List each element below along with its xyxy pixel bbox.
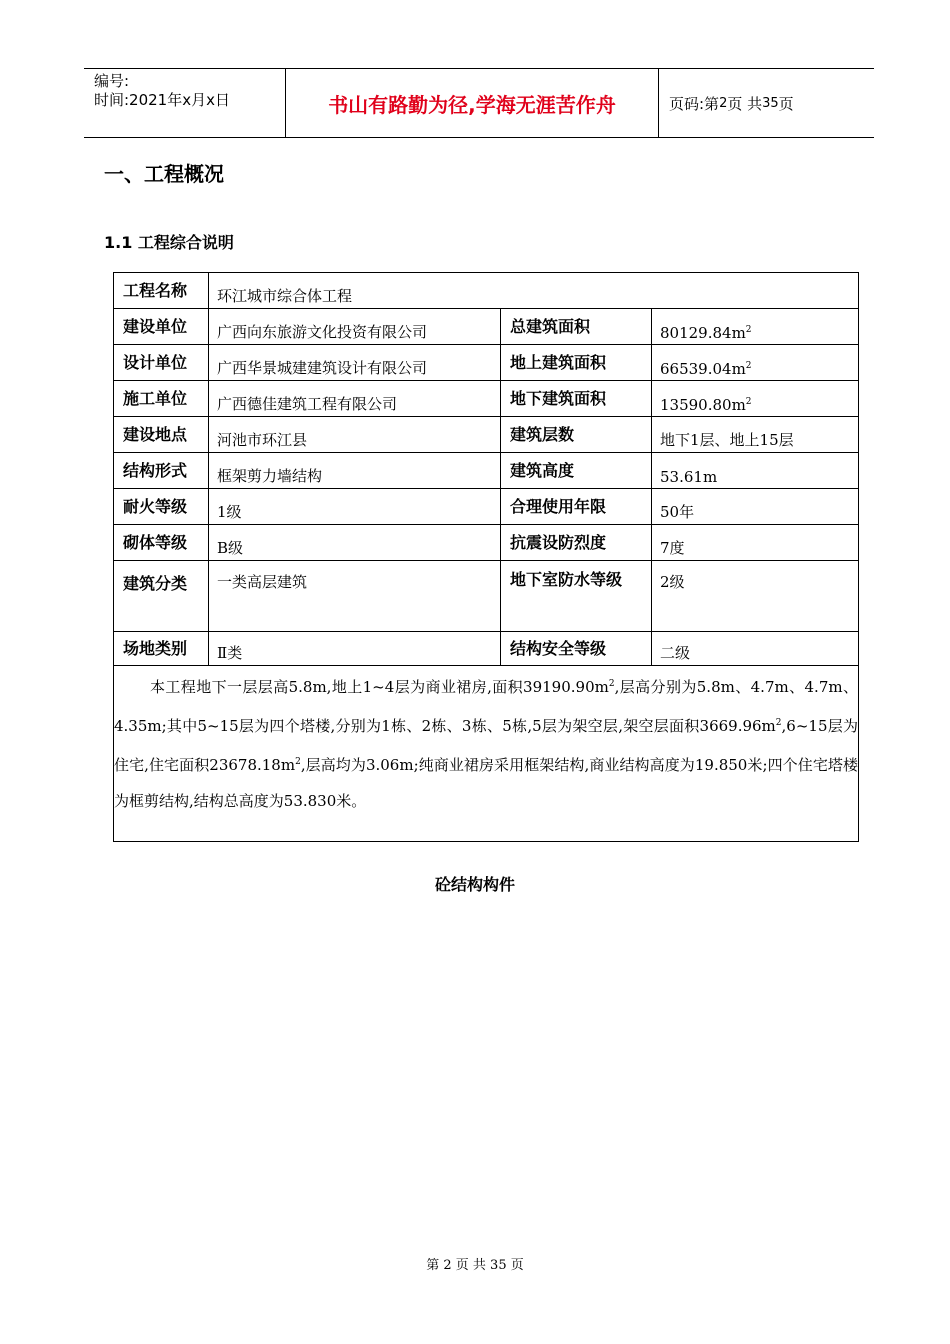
page-suffix: 页 (778, 94, 794, 113)
label-cell: 地下建筑面积 (501, 381, 652, 417)
page-header (84, 68, 874, 138)
value-cell: 7度 (652, 525, 859, 561)
label-cell: 合理使用年限 (501, 489, 652, 525)
superscript: 2 (745, 361, 752, 371)
label-cell: 建设地点 (114, 417, 209, 453)
value-cell: Ⅱ类 (209, 632, 501, 666)
superscript: 2 (745, 325, 752, 335)
section-title: 一、工程概况 (104, 162, 224, 186)
time-label: 时间:2021年x月x日 (94, 91, 230, 109)
table-row (114, 632, 859, 666)
value-cell: 地下1层、地上15层 (652, 417, 859, 453)
label-cell: 抗震设防烈度 (501, 525, 652, 561)
value-cell: 1级 (209, 489, 501, 525)
value-cell: 二级 (652, 632, 859, 666)
page-total: 35 (762, 95, 779, 111)
page-current: 2 (719, 95, 728, 111)
value-cell (652, 309, 859, 345)
table-row (114, 453, 859, 489)
page-footer: 第 2 页 共 35 页 (426, 1258, 524, 1273)
value-cell: 2级 (652, 561, 859, 632)
table-row (114, 309, 859, 345)
table-row (114, 345, 859, 381)
label-cell: 设计单位 (114, 345, 209, 381)
page-mid: 页 共 (727, 94, 763, 113)
value-cell: 河池市环江县 (209, 417, 501, 453)
label-cell: 结构安全等级 (501, 632, 652, 666)
superscript: 2 (745, 397, 752, 407)
value-cell (652, 381, 859, 417)
value-cell: 环江城市综合体工程 (209, 273, 859, 309)
description-paragraph (114, 666, 859, 842)
table-row (114, 666, 859, 842)
label-cell: 工程名称 (114, 273, 209, 309)
table-row (114, 561, 859, 632)
table-row (114, 273, 859, 309)
value-cell: 框架剪力墙结构 (209, 453, 501, 489)
value-text: 66539.04m (660, 360, 746, 378)
desc-part-1: 本工程地下一层层高5.8m,地上1~4层为商业裙房,面积39190.90m (150, 678, 609, 696)
table-row (114, 381, 859, 417)
value-cell: 53.61m (652, 453, 859, 489)
label-cell: 建筑分类 (114, 561, 209, 632)
label-cell: 砌体等级 (114, 525, 209, 561)
value-cell: 广西德佳建筑工程有限公司 (209, 381, 501, 417)
label-cell: 耐火等级 (114, 489, 209, 525)
header-page-info (659, 69, 874, 137)
table-row (114, 417, 859, 453)
value-cell (652, 345, 859, 381)
superscript: 2 (295, 757, 301, 767)
label-cell: 建设单位 (114, 309, 209, 345)
label-cell: 场地类别 (114, 632, 209, 666)
label-cell: 结构形式 (114, 453, 209, 489)
superscript: 2 (775, 718, 782, 728)
subsection-title: 1.1 工程综合说明 (104, 233, 234, 252)
label-cell: 建筑高度 (501, 453, 652, 489)
page-prefix: 页码:第 (669, 94, 720, 113)
value-cell: 50年 (652, 489, 859, 525)
label-cell: 地下室防水等级 (501, 561, 652, 632)
section-caption: 砼结构构件 (434, 875, 515, 894)
number-label: 编号: (94, 72, 130, 90)
value-text: 80129.84m (660, 324, 746, 342)
table-row (114, 489, 859, 525)
value-cell: B级 (209, 525, 501, 561)
desc-part-2: ,层高分别为5.8m、4.7m、4.7m、4.35m;其中5~15层为四个塔楼,分别为1栋、2栋、3栋、5栋,5层为架空层,架空层面积3669.96m (114, 678, 858, 735)
value-cell: 广西华景城建建筑设计有限公司 (209, 345, 501, 381)
label-cell: 总建筑面积 (501, 309, 652, 345)
table-row (114, 525, 859, 561)
desc-part-3: ,6~15层为住宅,住宅面积23678.18m (114, 717, 859, 774)
label-cell: 施工单位 (114, 381, 209, 417)
value-cell: 一类高层建筑 (209, 561, 501, 632)
label-cell: 地上建筑面积 (501, 345, 652, 381)
desc-part-4: ,层高均为3.06m;纯商业裙房采用框架结构,商业结构高度为19.850米;四个住宅塔楼为框剪结构,结构总高度为53.830米。 (114, 756, 858, 810)
project-info-table (113, 272, 859, 842)
header-meta (84, 69, 286, 137)
value-cell: 广西向东旅游文化投资有限公司 (209, 309, 501, 345)
value-text: 13590.80m (660, 396, 746, 414)
superscript: 2 (608, 679, 615, 689)
header-motto: 书山有路勤为径,学海无涯苦作舟 (286, 69, 659, 137)
label-cell: 建筑层数 (501, 417, 652, 453)
